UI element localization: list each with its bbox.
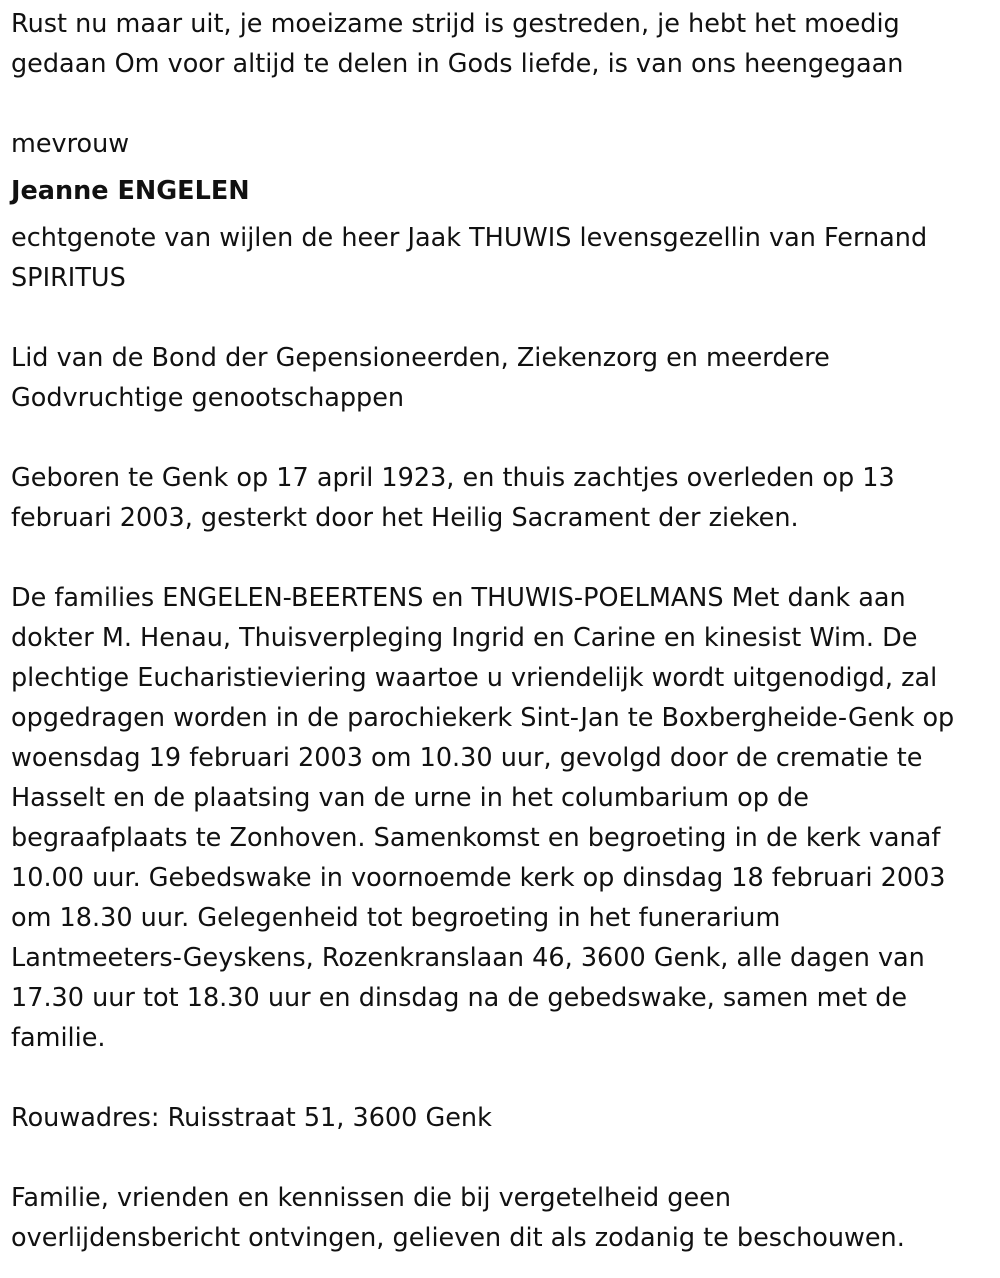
membership-line: Godvruchtige genootschappen — [11, 383, 405, 413]
families-line: De families ENGELEN-BEERTENS en THUWIS-POELMANS Met dank aan — [11, 583, 906, 613]
families-line: opgedragen worden in de parochiekerk Sint-Jan te Boxbergheide-Genk op — [11, 703, 955, 733]
closing-line: overlijdensbericht ontvingen, gelieven dit als zodanig te beschouwen. — [11, 1223, 905, 1253]
poem-line: Rust nu maar uit, je moeizame strijd is gestreden, je hebt het moedig — [11, 9, 900, 39]
membership-paragraph — [11, 338, 996, 418]
poem-line: gedaan Om voor altijd te delen in Gods liefde, is van ons heengegaan — [11, 49, 904, 79]
spouse-paragraph — [11, 218, 996, 298]
families-line: om 18.30 uur. Gelegenheid tot begroeting in het funerarium — [11, 903, 781, 933]
spouse-line: SPIRITUS — [11, 263, 126, 293]
families-line: familie. — [11, 1023, 106, 1053]
salutation: mevrouw — [11, 129, 130, 159]
closing-line: Familie, vrienden en kennissen die bij vergetelheid geen — [11, 1183, 731, 1213]
deceased-name: Jeanne ENGELEN — [11, 176, 250, 206]
families-paragraph — [11, 578, 996, 1058]
birth-death-line: februari 2003, gesterkt door het Heilig Sacrament der zieken. — [11, 503, 799, 533]
families-line: Hasselt en de plaatsing van de urne in het columbarium op de — [11, 783, 809, 813]
families-line: 17.30 uur tot 18.30 uur en dinsdag na de gebedswake, samen met de — [11, 983, 908, 1013]
families-line: Lantmeeters-Geyskens, Rozenkranslaan 46, 3600 Genk, alle dagen van — [11, 943, 925, 973]
poem-paragraph — [11, 4, 996, 84]
birth-death-line: Geboren te Genk op 17 april 1923, en thuis zachtjes overleden op 13 — [11, 463, 895, 493]
families-line: 10.00 uur. Gebedswake in voornoemde kerk op dinsdag 18 februari 2003 — [11, 863, 946, 893]
address-paragraph: Rouwadres: Ruisstraat 51, 3600 Genk — [11, 1103, 492, 1133]
closing-paragraph — [11, 1178, 996, 1258]
families-line: woensdag 19 februari 2003 om 10.30 uur, gevolgd door de crematie te — [11, 743, 923, 773]
spouse-line: echtgenote van wijlen de heer Jaak THUWIS levensgezellin van Fernand — [11, 223, 928, 253]
families-line: begraafplaats te Zonhoven. Samenkomst en begroeting in de kerk vanaf — [11, 823, 941, 853]
families-line: plechtige Eucharistieviering waartoe u vriendelijk wordt uitgenodigd, zal — [11, 663, 938, 693]
death-notice — [11, 4, 996, 1258]
membership-line: Lid van de Bond der Gepensioneerden, Ziekenzorg en meerdere — [11, 343, 830, 373]
families-line: dokter M. Henau, Thuisverpleging Ingrid en Carine en kinesist Wim. De — [11, 623, 918, 653]
birth-death-paragraph — [11, 458, 996, 538]
